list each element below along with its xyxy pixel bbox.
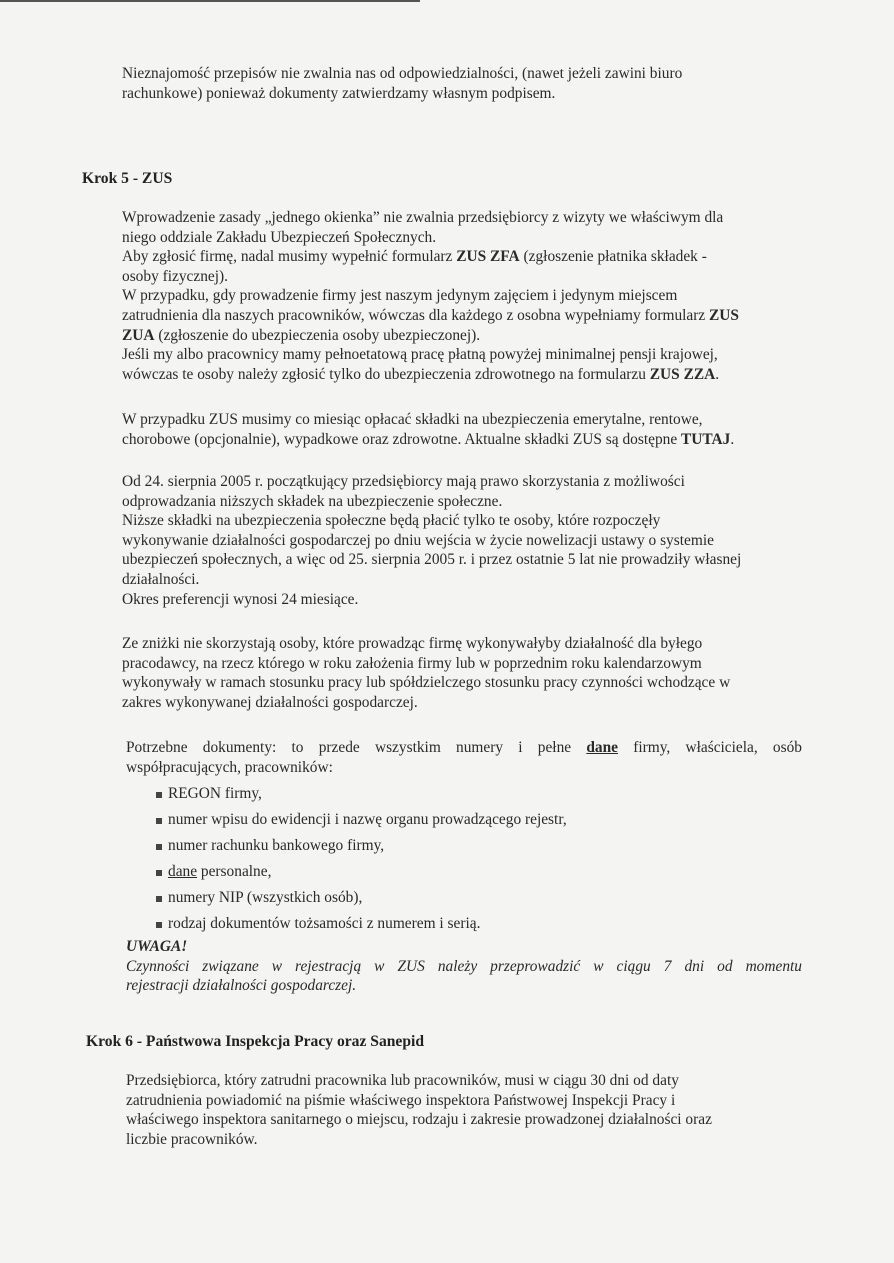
text-line: W przypadku ZUS musimy co miesiąc opłacać składki na ubezpieczenia emerytalne, rentowe,	[122, 411, 703, 428]
bullet-icon	[156, 792, 162, 798]
text-line: osoby fizycznej).	[122, 267, 228, 285]
text-line: Aby zgłosić firmę, nadal musimy wypełnić formularz ZUS ZFA (zgłoszenie płatnika składek -	[122, 248, 707, 266]
top-rule	[0, 0, 420, 2]
list-item: dane personalne,	[156, 859, 802, 885]
text-line: współpracujących, pracowników:	[126, 758, 333, 776]
text-line: Okres preferencji wynosi 24 miesiące.	[122, 590, 359, 608]
warning-text: rejestracji działalności gospodarczej.	[126, 977, 357, 995]
step6-heading: Krok 6 - Państwowa Inspekcja Pracy oraz Sanepid	[86, 1033, 425, 1050]
text-line: działalności.	[122, 570, 200, 588]
text-line: wówczas te osoby należy zgłosić tylko do ubezpieczenia zdrowotnego na formularzu ZUS ZZA.	[122, 365, 720, 383]
text-line: Potrzebne dokumenty: to przede wszystkim numery i pełne dane firmy, właściciela, osób	[126, 739, 802, 756]
lower-contributions-paragraph	[122, 472, 822, 609]
text-line: Niższe składki na ubezpieczenia społeczne będą płacić tylko te osoby, które rozpoczęły	[122, 512, 661, 530]
bullet-icon	[156, 844, 162, 850]
text-line: wykonywanie działalności gospodarczej po dniu wejścia w życie nowelizacji ustawy o systemie	[122, 531, 714, 549]
text-line: zatrudnienia dla naszych pracowników, wówczas dla każdego z osobna wypełniamy formularz ZUS	[122, 306, 739, 324]
bullet-icon	[156, 922, 162, 928]
bullet-icon	[156, 818, 162, 824]
list-item: rodzaj dokumentów tożsamości z numerem i serią.	[156, 911, 802, 937]
dane-personal-link[interactable]: dane	[168, 863, 198, 881]
intro-paragraph	[122, 64, 802, 103]
documents-list	[126, 781, 802, 937]
text-line: Od 24. sierpnia 2005 r. początkujący przedsiębiorcy mają prawo skorzystania z możliwości	[122, 473, 685, 490]
text-line: ZUA (zgłoszenie do ubezpieczenia osoby ubezpieczonej).	[122, 326, 481, 344]
list-item: numer rachunku bankowego firmy,	[156, 833, 802, 859]
text-line: chorobowe (opcjonalnie), wypadkowe oraz zdrowotne. Aktualne składki ZUS są dostępne TUTAJ.	[122, 430, 735, 448]
bullet-icon	[156, 870, 162, 876]
exclusion-paragraph	[122, 634, 812, 712]
text-line: odprowadzania niższych składek na ubezpieczenie społeczne.	[122, 492, 503, 510]
bullet-icon	[156, 896, 162, 902]
tutaj-link[interactable]: TUTAJ	[681, 430, 731, 448]
intro-line: Nieznajomość przepisów nie zwalnia nas od odpowiedzialności, (nawet jeżeli zawini biuro	[122, 65, 683, 82]
text-line: właściwego inspektora sanitarnego o miejscu, rodzaju i zakresie prowadzonej działalności oraz	[126, 1111, 712, 1129]
text-line: pracodawcy, na rzecz którego w roku założenia firmy lub w poprzednim roku kalendarzowym	[122, 654, 702, 672]
text-line: Przedsiębiorca, który zatrudni pracownika lub pracowników, musi w ciągu 30 dni od daty	[126, 1072, 679, 1089]
text-line: ubezpieczeń społecznych, a więc od 25. sierpnia 2005 r. i przez ostatnie 5 lat nie prowadziły własnej	[122, 551, 742, 569]
text-line: zakres wykonywanej działalności gospodarczej.	[122, 693, 418, 711]
step5-intro-block	[122, 208, 802, 384]
text-line: niego oddziale Zakładu Ubezpieczeń Społecznych.	[122, 228, 437, 246]
form-zus-zua: ZUS	[709, 306, 739, 324]
form-zus-zza: ZUS ZZA	[649, 365, 716, 383]
text-line: liczbie pracowników.	[126, 1130, 258, 1148]
contributions-paragraph	[122, 410, 802, 449]
list-item: numery NIP (wszystkich osób),	[156, 885, 802, 911]
text-line: wykonywały w ramach stosunku pracy lub spółdzielczego stosunku pracy czynności wchodzące w	[122, 674, 731, 692]
text-line: W przypadku, gdy prowadzenie firmy jest naszym jedynym zajęciem i jedynym miejscem	[122, 287, 678, 305]
documents-paragraph	[126, 738, 802, 996]
text-line: Jeśli my albo pracownicy mamy pełnoetatową pracę płatną powyżej minimalnej pensji krajowej,	[122, 346, 718, 364]
text-line: zatrudnienia powiadomić na piśmie właściwego inspektora Państwowej Inspekcji Pracy i	[126, 1091, 676, 1109]
text-line: Ze zniżki nie skorzystają osoby, które prowadząc firmę wykonywałyby działalność dla byłego	[122, 635, 703, 652]
warning-title: UWAGA!	[126, 938, 188, 956]
list-item: numer wpisu do ewidencji i nazwę organu prowadzącego rejestr,	[156, 807, 802, 833]
intro-line: rachunkowe) ponieważ dokumenty zatwierdzamy własnym podpisem.	[122, 84, 556, 102]
form-zus-zfa: ZUS ZFA	[456, 248, 520, 266]
warning-text: Czynności związane w rejestracją w ZUS należy przeprowadzić w ciągu 7 dni od momentu	[126, 957, 802, 975]
dane-link[interactable]: dane	[586, 739, 618, 756]
text-line: Wprowadzenie zasady „jednego okienka” nie zwalnia przedsiębiorcy z wizyty we właściwym dla	[122, 209, 724, 226]
step5-heading: Krok 5 - ZUS	[82, 170, 173, 187]
list-item: REGON firmy,	[156, 781, 802, 807]
step6-paragraph	[126, 1071, 806, 1149]
